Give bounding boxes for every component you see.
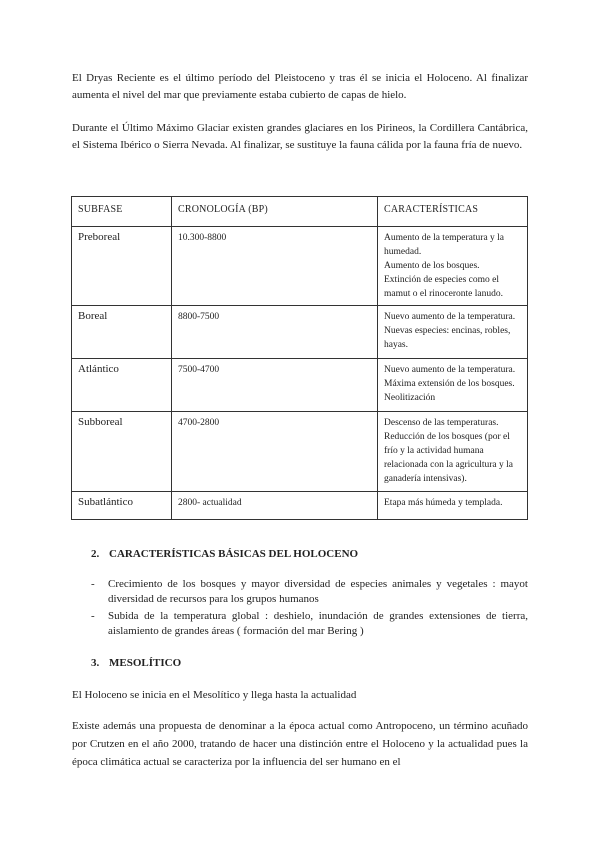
cell-caracteristicas [378,306,528,359]
paragraph-dryas: El Dryas Reciente es el último período del Pleistoceno y tras él se inicia el Holoceno. Al finalizar aumenta el nivel del mar que previamente estaba cubierto de capas de hielo. [72,72,528,101]
paragraph-glaciar: Durante el Último Máximo Glaciar existen grandes glaciares en los Pirineos, la Cordillera Cantábrica, el Sistema Ibérico o Sierra Nevada. Al finalizar, se sustituye la fauna cálida por la fauna fría de nuevo. [72,122,528,151]
caracteristica-line: Aumento de los bosques. [384,261,480,271]
cell-subfase: Boreal [72,306,172,359]
section-heading-mesolitico [91,657,181,669]
caracteristica-line: Aumento de la temperatura y la humedad. [384,233,505,257]
section-number: 3. [91,657,100,669]
table-header-row [72,197,528,227]
header-caracteristicas: CARACTERÍSTICAS [378,197,528,227]
caracteristica-line: Reducción de los bosques (por el frío y la actividad humana relacionada con la agricultura y la ganadería intensivas). [384,432,513,484]
cell-caracteristicas [378,492,528,520]
cell-cronologia: 10.300-8800 [172,227,378,306]
caracteristica-line: Nuevo aumento de la temperatura. Máxima extensión de los bosques. Neolitización [384,365,516,403]
cell-caracteristicas [378,412,528,492]
caracteristica-line: Extinción de especies como el mamut o el rinoceronte lanudo. [384,275,503,299]
cell-cronologia: 8800-7500 [172,306,378,359]
cell-subfase: Atlántico [72,359,172,412]
section-title: CARACTERÍSTICAS BÁSICAS DEL HOLOCENO [109,548,359,560]
list-item [72,577,528,607]
caracteristica-line: Nuevo aumento de la temperatura. Nuevas especies: encinas, robles, hayas. [384,312,516,350]
table-row [72,227,528,306]
cell-caracteristicas [378,359,528,412]
list-item-text: Crecimiento de los bosques y mayor diversidad de especies animales y vegetales : mayot diversidad de recursos para los grupos humanos [108,578,528,605]
cell-subfase: Subatlántico [72,492,172,520]
header-subfase: SUBFASE [72,197,172,227]
section-title: MESOLÍTICO [109,657,182,669]
paragraph-antropoceno: Existe además una propuesta de denominar a la época actual como Antropoceno, un término acuñado por Crutzen en el año 2000, tratando de hacer una distinción entre el Holoceno y la actualidad pues la época climática actual se caracteriza por la influencia del ser humano en el [72,720,528,768]
header-cronologia: CRONOLOGÍA (BP) [172,197,378,227]
caracteristica-line: Descenso de las temperaturas. [384,418,499,428]
caracteristicas-list [72,577,528,641]
cell-cronologia: 2800- actualidad [172,492,378,520]
cell-subfase: Preboreal [72,227,172,306]
table-row [72,492,528,520]
list-item-text: Subida de la temperatura global : deshielo, inundación de grandes extensiones de tierra, aislamiento de grandes áreas ( formación del mar Bering ) [108,610,528,637]
cell-caracteristicas [378,227,528,306]
table-row [72,306,528,359]
paragraph-mesolitico: El Holoceno se inicia en el Mesolítico y llega hasta la actualidad [72,689,357,701]
section-heading-caracteristicas [91,548,358,560]
caracteristica-line: Etapa más húmeda y templada. [384,498,503,508]
dash-bullet: - [91,578,95,590]
section-number: 2. [91,548,100,560]
table-row [72,412,528,492]
holoceno-subfases-table [71,196,528,520]
cell-cronologia: 4700-2800 [172,412,378,492]
dash-bullet: - [91,610,95,622]
table-row [72,359,528,412]
cell-cronologia: 7500-4700 [172,359,378,412]
cell-subfase: Subboreal [72,412,172,492]
list-item [72,609,528,639]
